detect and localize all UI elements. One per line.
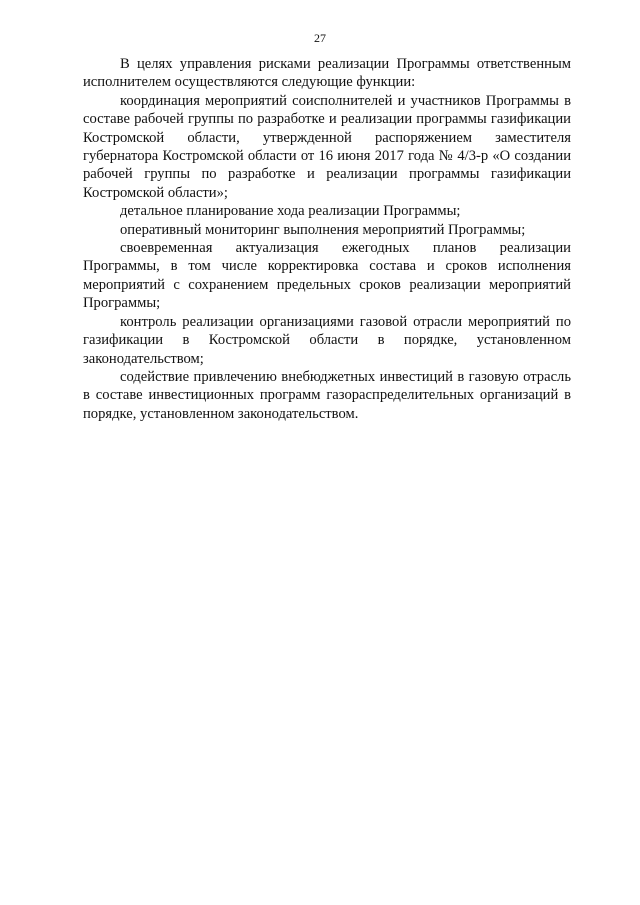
- page-number: 27: [314, 31, 326, 45]
- function-coordination-paragraph: координация мероприятий соисполнителей и участников Программы в составе рабочей группы по разработке и реализации программы газификации Костромской области, утвержденной распоряжением заместителя губернатора Костромской области от 16 июня 2017 года № 4/3-р «О создании рабочей группы по разработке и реализации программы газификации Костромской области»;: [83, 92, 571, 201]
- function-monitoring-paragraph: оперативный мониторинг выполнения мероприятий Программы;: [120, 221, 526, 238]
- intro-paragraph: В целях управления рисками реализации Программы ответственным исполнителем осуществляются следующие функции:: [83, 56, 571, 91]
- function-planning-paragraph: детальное планирование хода реализации Программы;: [120, 203, 461, 220]
- function-investment-paragraph: содействие привлечению внебюджетных инвестиций в газовую отрасль в составе инвестиционных программ газораспределительных организаций в порядке, установленном законодательством.: [83, 368, 571, 422]
- function-control-paragraph: контроль реализации организациями газовой отрасли мероприятий по газификации в Костромской области в порядке, установленном законодательством;: [83, 313, 571, 367]
- document-body: [83, 55, 571, 423]
- function-actualization-paragraph: своевременная актуализация ежегодных планов реализации Программы, в том числе корректировка состава и сроков исполнения мероприятий с сохранением предельных сроков реализации мероприятий Программы;: [83, 240, 571, 312]
